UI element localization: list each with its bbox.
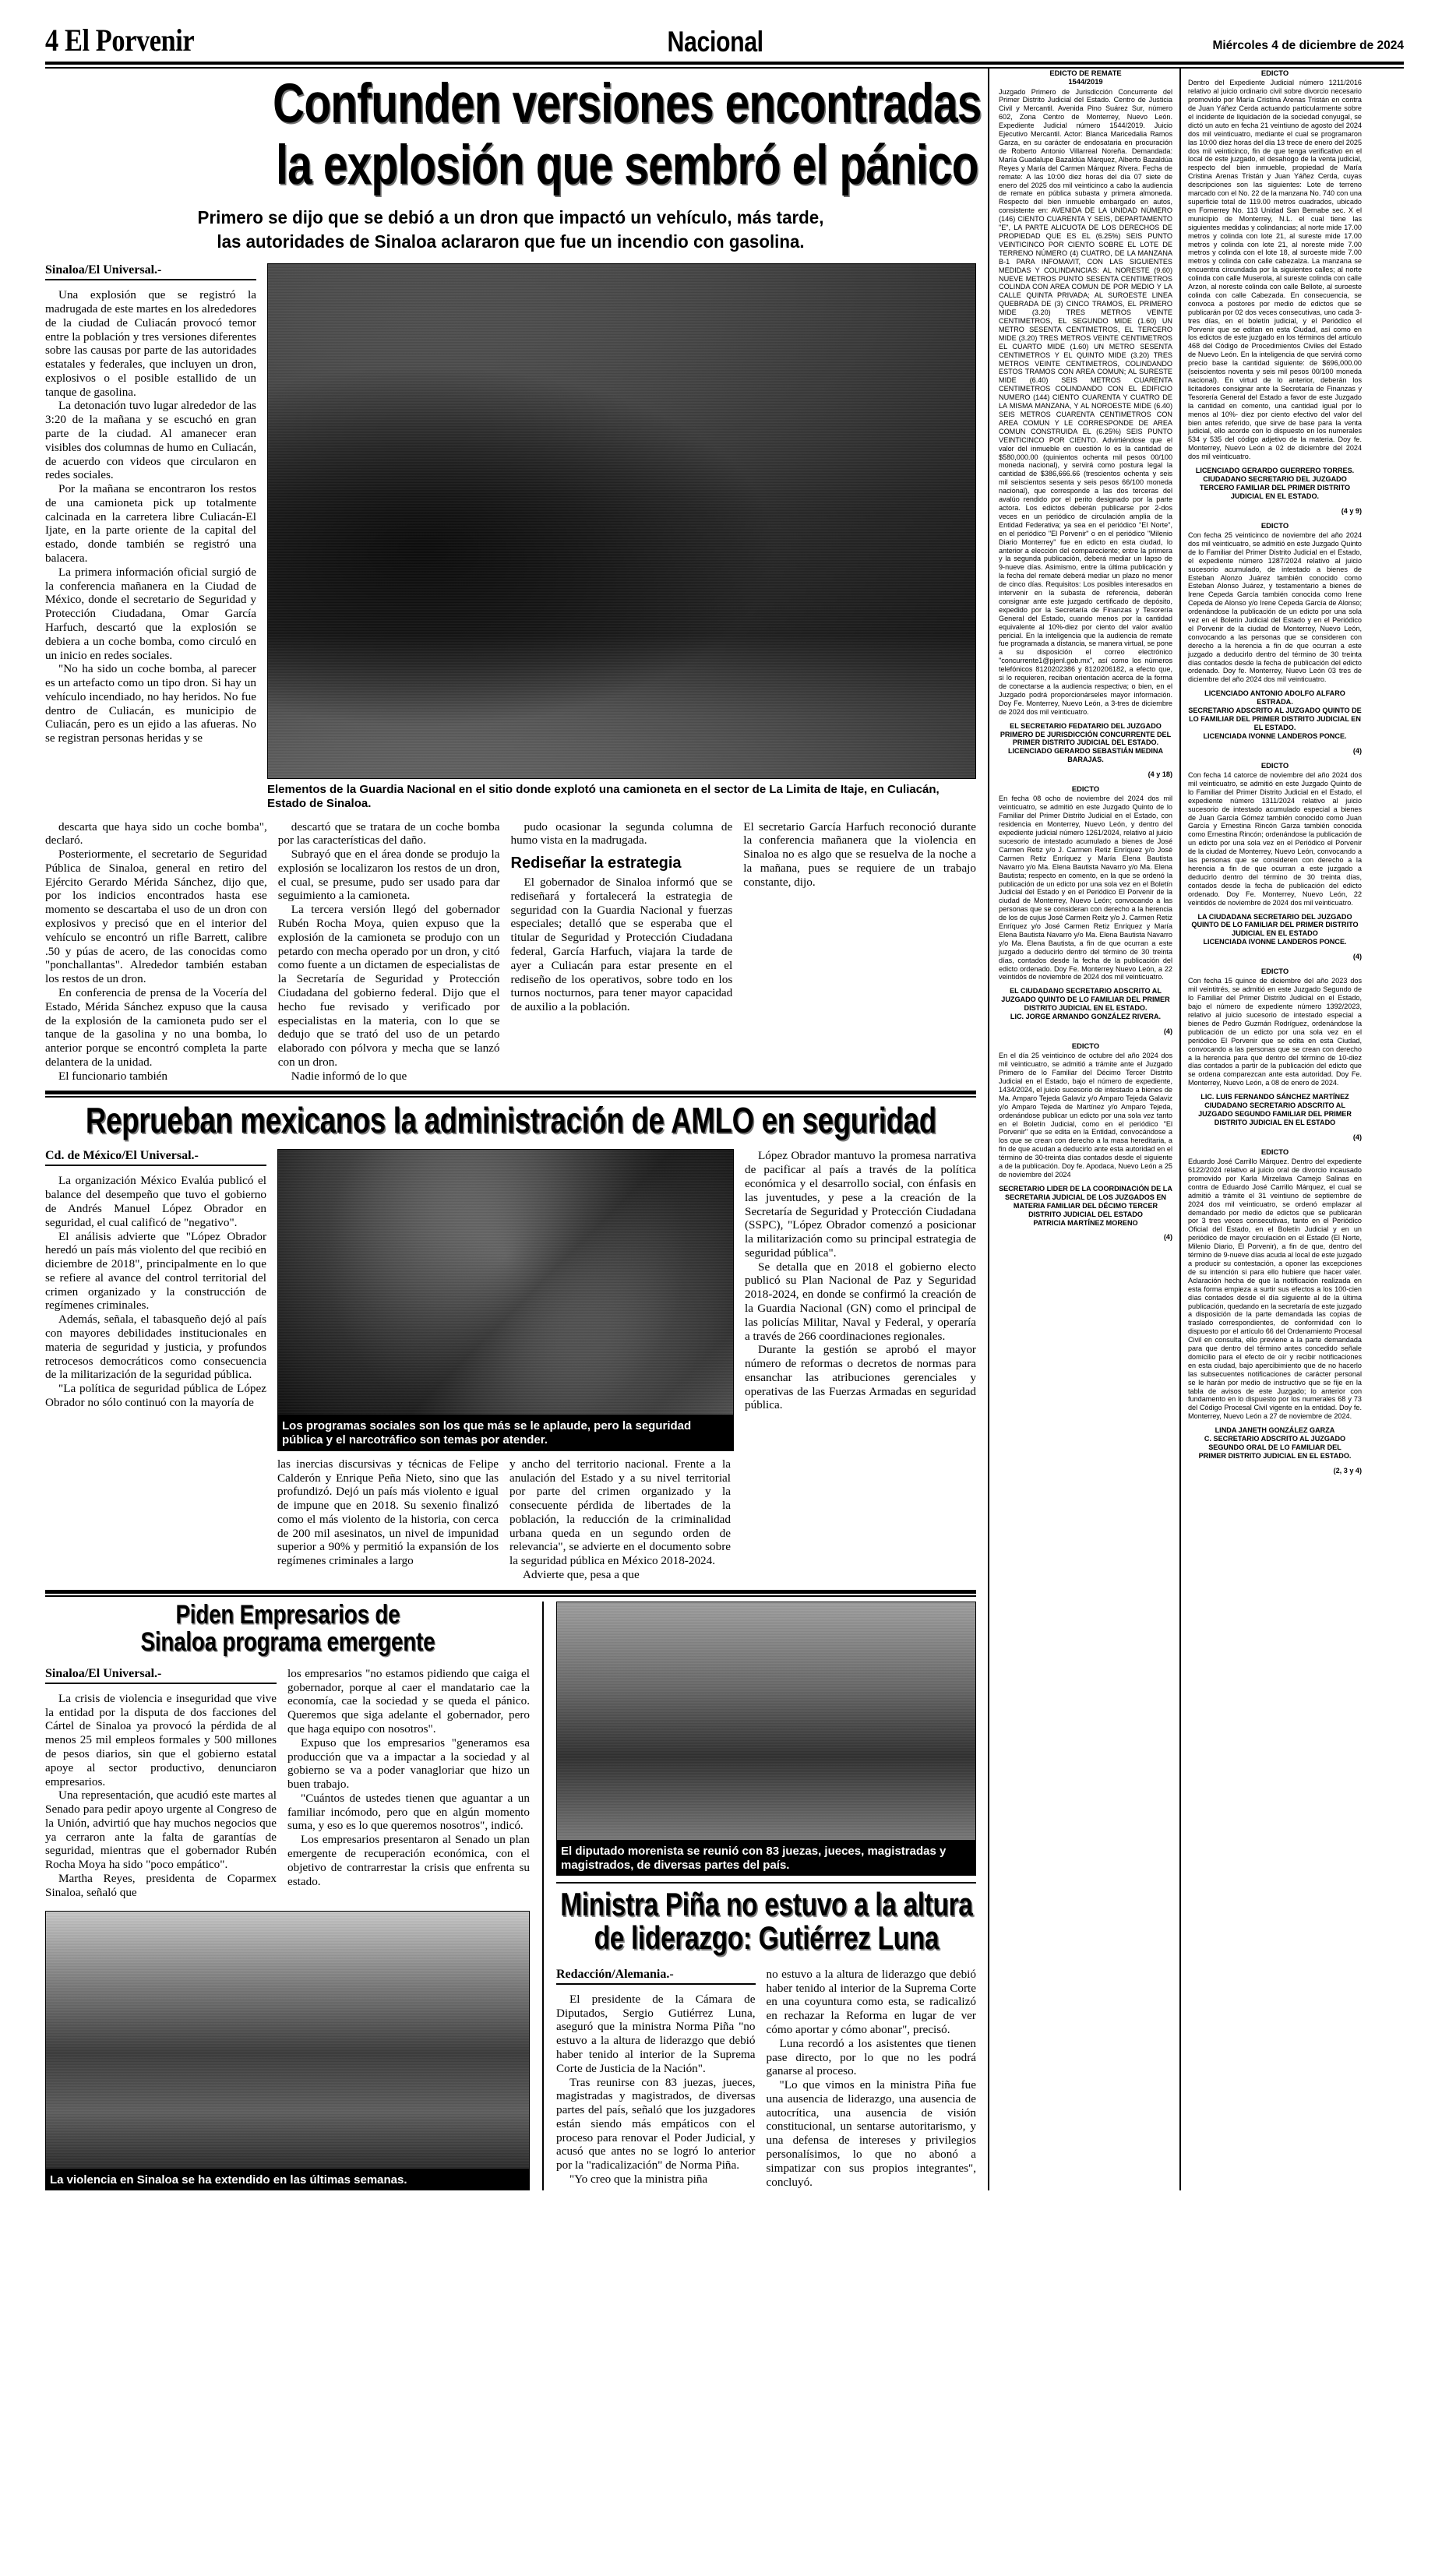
legal-notice-body: Con fecha 25 veinticinco de noviembre del año 2024 dos mil veinticuatro, se admitió en este Juzgado Quinto de lo Familiar del Primer Distrito Judicial en el Estado, el expediente número 1287/2024 relativo al juicio sucesorio acumulado, de intestado a bienes de Esteban Alonzo Juárez también conocido como Esteban Alonso Juárez, y testamentario a bienes de Irene Cepeda García también conocida como Irene Cepeda de Alonso y/o Irene Cepeda García de Alonso; ordenándose la publicación de un edicto por una sola vez en el Boletín Judicial del Estado y en el Periódico el Porvenir de la ciudad de Monterrey, Nuevo León, convocando a las personas que se consideren con derecho a la herencia a fin de que ocurran a este juzgado a deducirlo dentro del término de 30 treinta días contados desde la fecha de publicación del edicto ordenado. Doy fe. Monterrey, Nuevo León 03 tres de diciembre del año 2024 dos mil veinticuatro. bbox=[1188, 530, 1362, 684]
article1-c4-p2: El gobernador de Sinaloa informó que se rediseñará y fortalecerá la estrategia de seguridad con la Guardia Nacional y fuerzas especiales; detalló que se esperaba que el titular de Seguridad y Protección Ciudadana federal, García Harfuch, viajara la tarde de ayer a Culiacán para estar presente en el rediseño de los operativos, sobre todo en los turnos nocturnos, para tener mayor capacidad de auxilio a la población. bbox=[510, 876, 733, 1014]
legal-notice-signature: SECRETARIO LIDER DE LA COORDINACIÓN DE LA SECRETARIA JUDICIAL DE LOS JUZGADOS EN MATERIA FAMILIAR DEL DÉCIMO TERCER DISTRITO JUDICIAL DEL ESTADO PATRICIA MARTÍNEZ MORENO bbox=[999, 1184, 1172, 1227]
article1-c3-p3: La tercera versión llegó del gobernador Rubén Rocha Moya, quien expuso que la explosión de la camioneta se produjo con un petardo con mecha operado por un dron, y citó como fuente a un dictamen de especialistas de la Secretaría de Seguridad y Protección Ciudadana del gobierno federal. Dijo que el hecho fue revisado y verificado por especialistas en la materia, con lo que se dedujo que se trató del uso de un petardo elaborado con pólvora y mecha que se lanzó con un dron. bbox=[277, 903, 500, 1069]
legal-notice-ref: (4 y 18) bbox=[1148, 770, 1172, 779]
article4-c1-p3: "Yo creo que la ministra piña bbox=[569, 2173, 708, 2186]
legal-notice-heading: EDICTO bbox=[1260, 520, 1289, 530]
legal-notice-heading: EDICTO bbox=[1260, 1147, 1289, 1156]
article3-photo bbox=[45, 1911, 530, 2169]
masthead bbox=[0, 0, 1449, 62]
article-explosion-culiacan bbox=[45, 73, 982, 1083]
legal-notice-signature: LIC. LUIS FERNANDO SÁNCHEZ MARTÍNEZ CIUDADANO SECRETARIO ADSCRITO AL JUZGADO SEGUNDO FAMILIAR DEL PRIMER DISTRITO JUDICIAL EN EL ESTADO bbox=[1198, 1093, 1352, 1126]
article1-c1-p2: La detonación tuvo lugar alrededor de las 3:20 de la mañana y se escuchó en gran parte de la ciudad. Al amanecer eran visibles dos columnas de humo en Culiacán, de acuerdo con videos que circularon en redes sociales. bbox=[45, 399, 256, 482]
article2-headline: Reprueban mexicanos la administración de AMLO en seguridad bbox=[85, 1100, 936, 1141]
article1-c2-p1: descarta que haya sido un coche bomba", declaró. bbox=[45, 819, 267, 848]
article3-col1 bbox=[45, 1667, 287, 1900]
legal-notice-heading: EDICTO bbox=[1071, 784, 1100, 794]
legal-notice bbox=[1188, 521, 1362, 755]
article2-c1-p4: "La política de seguridad pública de López Obrador no sólo continuó con la mayoría de bbox=[45, 1382, 266, 1409]
legal-notice bbox=[999, 784, 1172, 1035]
article1-col4 bbox=[511, 820, 744, 1084]
article4-c2-p3: "Lo que vimos en la ministra Piña fue una ausencia de liderazgo, una ausencia de autocrítica, una ausencia de visión constitucional, un sentarse autoritarismo, y una defensa de intereses y privilegios personalísimos, lo que no abonó a simpatizar con sus propios integrantes", concluyó. bbox=[766, 2078, 976, 2189]
article4-headline-line2: de liderazgo: Gutiérrez Luna bbox=[594, 1919, 939, 1957]
bottom-section bbox=[45, 1599, 976, 2190]
article-ministra-pina bbox=[544, 1602, 976, 2190]
legal-notice-body: Juzgado Primero de Jurisdicción Concurrente del Primer Distrito Judicial del Estado. Centro de Justicia Civil y Mercantil. Avenida Pino Suárez Sur, número 602, Zona Centro de Monterrey, Nuevo León. Expediente Judicial número 1544/2019. Juicio Ejecutivo Mercantil. Actor: Blanca Maricedalia Ramos Garza, en su carácter de endosataria en procuración de Roberto Antonio Villarreal Noreña. Demandada: María Guadalupe Bazaldúa Márquez, Alberto Bazaldúa Reyes y María del Carmen Márquez Rivera. Fecha de remate: A las 10:00 diez horas del día 07 siete de enero del 2025 dos mil veinticinco a cabo la audiencia de remate en pública subasta y primera almoneda. Respecto del bien inmueble embargado en autos, consistente en: AVENIDA DE LA UNIDAD NÚMERO (146) CIENTO CUARENTA Y SEIS, DEPARTAMENTO "E", LA PARTE ALICUOTA DE LOS DERECHOS DE PROPIEDAD QUE ES EL (6.25%) SEIS PUNTO VEINTICINCO POR CIENTO SOBRE EL LOTE DE TERRENO NÚMERO (4) CUATRO, DE LA MANZANA B-1 PARA INFOMAVIT, CON LAS SIGUIENTES MEDIDAS Y COLINDANCIAS: AL NORESTE (9.60) NUEVE METROS PUNTO SESENTA CENTIMETROS COLINDA CON AREA COMUN DE POR MEDIO Y LA CALLE QUINTA PRIVADA; AL SUROESTE LINEA QUEBRADA DE (3) CINCO TRAMOS, EL PRIMERO MIDE (3.20) TRES METROS VEINTE CENTIMETROS, EL SEGUNDO MIDE (1.60) UN METRO SESENTA CENTIMETROS, EL TERCERO MIDE (3.20) TRES METROS VEINTE CENTIMETROS EL CUARTO MIDE (1.60) UN METRO SESENTA CENTIMETROS Y EL QUINTO MIDE (3.20) TRES METROS VEINTE CENTIMETROS, COLINDANDO ESTOS TRAMOS CON AREA COMUN; AL SURESTE MIDE (6.40) SEIS METROS CUARENTA CENTIMETROS COLINDANDO CON EL EDIFICIO NUMERO (144) CIENTO CUARENTA Y CUATRO DE LA MISMA MANZANA, Y AL NOROESTE MIDE (6.40) SEIS METROS CUARENTA CENTIMETROS CON AREA COMUN Y LE CORRESPONDE DE AREA COMUN CONSTRUIDA EL (6.25%) SEIS PUNTO VEINTICINCO POR CIENTO. Advirtiéndose que el valor del inmueble en cuestión lo es la cantidad de $580,000.00 (quinientos ochenta mil pesos 00/100 moneda nacional), y servirá como postura legal la cantidad de $386,666.66 (trescientos ochenta y seis mil seiscientos sesenta y seis pesos 66/100 moneda nacional), que corresponde a las dos terceras del avalúo rendido por el perito designado por la parte actora. Los edictos deberán publicarse por 2-dos veces en un periódico de circulación amplia de la Entidad Federativa; ya sea en el periódico "El Norte", en el periódico "El Porvenir" o en el periódico "Milenio Diario Monterrey" fue en edicto en esta ciudad, lo anterior a elección del compareciente; entre la primera y la segunda publicación, deberá mediar un lapso de 9-nueve días. Asimismo, entre la última publicación y la fecha del remate deberá mediar un plazo no menor de cinco días. Requisitos: Los posibles interesados en intervenir en la subasta de referencia, deberán consignar ante este juzgado certificado de depósito, expedido por la Secretaría de Finanzas y Tesorería General del Estado, cuando menos por la cantidad equivalente al 10%-diez por ciento del valor avalúo pericial. En la inteligencia que la audiencia de remate fue programada a distancia, se manera virtual, se pone a su disposición el correo electrónico "concurrente1@pjenl.gob.mx", así como los números telefónicos 8120202386 y 8120206182, a efecto que, si lo requieren, reciban orientación acerca de la forma de conectarse a la audiencia respectiva; o bien, en el Juzgado podrá proporcionárseles mayor información. Doy Fe. Monterrey, Nuevo León, a 3-tres de diciembre de 2024 dos mil veinticuatro. bbox=[999, 87, 1172, 716]
article2-top-rule bbox=[45, 1091, 976, 1098]
legal-notices-column-left bbox=[999, 69, 1172, 2190]
article4-headline-line1: Ministra Piña no estuvo a la altura bbox=[559, 1886, 973, 1923]
article3-c1-p1: La crisis de violencia e inseguridad que vive la entidad por la disputa de dos facciones del Cártel de Sinaloa ya provocó la pérdida de al menos 25 mil empleos formales y 500 millones de pesos diarios, sin que el gobierno estatal apoye al sector productivo, denunciaron empresarios. bbox=[45, 1691, 277, 1788]
article4-c1-p2: Tras reunirse con 83 juezas, jueces, magistradas y magistrados, de diversas partes del país, señaló que los juzgadores están siendo más empáticos con el proceso para renovar el Poder Judicial, y acusó que antes no se logró lo anterior por la "radicalización" de Norma Piña. bbox=[556, 2075, 756, 2173]
article1-c3-p1: descartó que se tratara de un coche bomba por las características del daño. bbox=[277, 819, 500, 848]
article1-deck-line1: Primero se dijo que se debió a un dron que impactó un vehículo, más tarde, bbox=[197, 206, 824, 227]
page-body bbox=[0, 69, 1449, 2190]
article3-top-rule bbox=[45, 1590, 976, 1597]
legal-notice bbox=[1188, 1147, 1362, 1475]
article3-c1-p2: Una representación, que acudió este martes al Senado para pedir apoyo urgente al Congreso de la Unión, advirtió que hay muchos negocios que ya cerraron ante la falta de garantías de seguridad, mientras que el gobernador Rubén Rocha Moya ha sido "poco empático". bbox=[45, 1788, 277, 1872]
article4-photo bbox=[556, 1602, 976, 1841]
article1-c1-p4: La primera información oficial surgió de la conferencia mañanera en la Ciudad de México, donde el secretario de Seguridad y Protección Ciudadana, Omar García Harfuch, descartó que la explosión se debiera a un coche bomba, como circuló en un inicio en redes sociales. bbox=[45, 565, 256, 662]
legal-notice-signature: LINDA JANETH GONZÁLEZ GARZA C. SECRETARIO ADSCRITO AL JUZGADO SEGUNDO ORAL DE LO FAMILIAR DEL PRIMER DISTRITO JUDICIAL EN EL ESTADO. bbox=[1198, 1426, 1352, 1460]
editorial-column bbox=[45, 69, 982, 2190]
article3-headline-line2: Sinaloa programa emergente bbox=[140, 1626, 435, 1657]
article3-col2 bbox=[287, 1667, 530, 1900]
article1-c3-p2: Subrayó que en el área donde se produjo la explosión se localizaron los restos de un dron, el cual, se presume, pudo ser usado para dar seguimiento a la camioneta. bbox=[277, 848, 500, 903]
article3-c2-p2: Expuso que los empresarios "generamos esa producción que va a impactar a la sociedad y al gobierno se va a poder vanagloriar que hizo un buen trabajo. bbox=[287, 1736, 530, 1792]
legal-notice-heading: EDICTO bbox=[1071, 1041, 1100, 1050]
legal-notice-signature: LICENCIADO GERARDO GUERRERO TORRES. CIUDADANO SECRETARIO DEL JUZGADO TERCERO FAMILIAR DEL PRIMER DISTRITO JUDICIAL EN EL ESTADO. bbox=[1195, 467, 1355, 500]
legal-notice-ref: (2, 3 y 4) bbox=[1333, 1466, 1362, 1475]
legal-notice-heading: EDICTO bbox=[1260, 967, 1289, 976]
article3-headline-line1: Piden Empresarios de bbox=[175, 1599, 400, 1630]
masthead-divider bbox=[45, 62, 1404, 69]
legal-notice-body: Con fecha 15 quince de diciembre del año 2023 dos mil veintitrés, se admitió en este Juzgado Segundo de lo Familiar del Primer Distrito Judicial en el Estado, bajo el número de expediente número 1392/2023, relativo al juicio sucesorio de intestado especial a bienes de Pedro Guzmán Rodríguez, ordenándose la publicación de un edicto por una sola vez en el periódico El Porvenir que se edita en esta Ciudad, convocando a las personas que se crean con derecho a la herencia para que dentro del término de 10-diez días contados a partir de la publicación del edicto que se ordena comparezcan ante esta autoridad. Doy Fe. Monterrey, Nuevo León, a 08 de enero de 2024. bbox=[1188, 977, 1362, 1087]
article1-col5 bbox=[743, 820, 976, 1084]
legal-notice-ref: (4) bbox=[1352, 1133, 1362, 1141]
article-amlo-seguridad bbox=[45, 1102, 976, 1581]
article1-c1-p3: Por la mañana se encontraron los restos de una camioneta pick up totalmente calcinada en la carretera libre Culiacán-El Ijate, en la parte oriente de la capital del estado, donde también se registró una balacera. bbox=[45, 482, 256, 566]
legal-notice bbox=[1188, 69, 1362, 515]
article2-c1-p2: El análisis advierte que "López Obrador heredó un país más violento del que recibió en diciembre de 2018", principalmente en lo que se refiere al avance del control territorial del crimen organizado y la construcción de regímenes criminales. bbox=[45, 1229, 266, 1313]
article2-c3-p2: Advierte que, pesa a que bbox=[523, 1568, 640, 1582]
article4-c1-p1: El presidente de la Cámara de Diputados, Sergio Gutiérrez Luna, aseguró que la ministra Norma Piña "no estuvo a la altura de liderazgo que debió haber tenido al interior de la Suprema Corte de Justicia de la Nación". bbox=[556, 1992, 756, 2075]
legal-notice-body: Dentro del Expediente Judicial número 1211/2016 relativo al juicio ordinario civil sobre divorcio necesario promovido por María Cristina Arenas Tristán en contra de Juan Yáñez Cerda actuando particularmente sobre el incidente de liquidación de la sociedad conyugal, se dictó un auto en fecha 21 veintiuno de agosto del 2024 dos mil veinticuatro, mediante el cual se programaron las 10:00 diez horas del día 13 trece de enero del 2025 dos mil veinticinco, fin de que tenga verificativo en el local de este juzgado, el desahogo de la venta judicial, respecto del bien inmueble, propiedad de María Cristina Arenas Tristán y Juan Yáñez Cerda, cuyas descripciones son las siguientes: Lote de terreno marcado con el No. 22 de la manzana No. 740 con una superficie total de 119.00 metros cuadrados, ubicado en Fomerrey No. 113 Unidad San Bernabe sec. X el municipio de Monterrey, N.L. el cual tiene las siguientes medidas y colindancias; al norte mide 17.00 metros y colinda con lote 21, al sureste mide 17.00 metros y colinda con lote 21, al noreste mide 7.00 metros y colinda con el lote 18, al suroeste mide 7.00 metros y colinda con calle cabezalza. La manzana se encuentra circundada por la siguientes calles; al norte colinda con calle Muserola, al sureste colinda con calle Arzon, al noreste colinda con calle Bellote, al suroeste colinda con calle Cabezada. En consecuencia, se convoca a postores por medio de edictos que se publicarán por 02 dos veces consecutivas, uno cada 3- tres días, en el boletín judicial, y el Periódico el Porvenir que se editan en esta Ciudad, así como en los edictos de este juzgado en los términos del artículo 468 del Código de Procedimientos Civiles del Estado de Nuevo León. En la inteligencia de que servirá como precio base la cantidad siguiente: de $696,000.00 (seiscientos noventa y seis mil pesos 00/100 moneda nacional). En virtud de lo anterior, deberán los licitadores consignar ante la Secretaría de Finanzas y Tesorería General del Estado a favor de este Juzgado la cantidad en comento, una cantidad igual por lo menos al 10%- diez por ciento efectivo del valor del bien antes referido, que sirve de base para la venta judicial, ello acorde con lo dispuesto en los numerales 534 y 535 del código adjetivo de la materia. Doy fe. Monterrey, Nuevo León a 02 de diciembre del 2024 dos mil veinticuatro. bbox=[1188, 79, 1362, 461]
article1-c4-p1: pudo ocasionar la segunda columna de humo vista en la madrugada. bbox=[510, 819, 733, 848]
article2-c3-p1: y ancho del territorio nacional. Frente a la anulación del Estado y a su nivel territorial por parte del crimen organizado y la consecuente pérdida de libertades de la población, la reducción de la criminalidad urbana queda en un segundo orden de relevancia", se advierte en el documento sobre la seguridad pública en México 2018-2024. bbox=[509, 1457, 731, 1568]
article2-c4-p1: López Obrador mantuvo la promesa narrativa de pacificar al país a través de la política económica y el desarrollo social, con énfasis en las juventudes, y pese a la creación de la Secretaría de Seguridad y Protección Ciudadana (SSPC), "López Obrador comenzó a posicionar la militarización como su principal estrategia de seguridad pública". bbox=[745, 1149, 976, 1260]
legal-notice-signature: LA CIUDADANA SECRETARIO DEL JUZGADO QUINTO DE LO FAMILIAR DEL PRIMER DISTRITO JUDICIAL EN EL ESTADO LICENCIADA IVONNE LANDEROS PONCE. bbox=[1191, 912, 1359, 946]
article2-c4-p2: Se detalla que en 2018 el gobierno electo publicó su Plan Nacional de Paz y Seguridad 2018-2024, en donde se confirmó la creación de la Guardia Nacional (GN) como el principal de las policías Militar, Naval y Federal, y operaría a través de 266 coordinaciones regionales. bbox=[745, 1260, 976, 1343]
legal-notice-ref: (4) bbox=[1352, 953, 1362, 961]
article1-headline-line1: Confunden versiones encontradas bbox=[273, 73, 982, 135]
legal-notice-body: En el día 25 veinticinco de octubre del año 2024 dos mil veinticuatro, se admitió a trámite ante el Juzgado Primero de lo Familiar del Décimo Tercer Distrito Judicial en el Estado, bajo el número de expediente, 1434/2024, el juicio sucesorio de intestado a bienes de Ma. Amparo Tejeda Galaviz y/o Amparo Tejeda Galaviz y/o Amparo Tejeda de Martínez y/o Amparo Tejeda, ordenándose publicar un edicto por una sola vez tanto en el Boletín Judicial, como en el periódico "El Porvenir" que se edita en la Entidad, convocándose a los que se crean con derecho a la masa hereditaria, a fin de que acudan a deducirlo ante esta autoridad en el término de 30-treinta días contados desde el siguiente a de la publicación. Doy fe. Apodaca, Nuevo León a 25 de noviembre del 2024 bbox=[999, 1052, 1172, 1179]
section-title: Nacional bbox=[667, 26, 763, 58]
article1-photo-caption: Elementos de la Guardia Nacional en el sitio donde explotó una camioneta en el sector de La Limita de Itaje, en Culiacán, Estado de Sinaloa. bbox=[267, 783, 940, 810]
legal-notice-body: En fecha 08 ocho de noviembre del 2024 dos mil veinticuatro, se admitió en este Juzgado Quinto de lo Familiar del Primer Distrito Judicial en el Estado, con residencia en Monterrey, Nuevo León, y dentro del expediente judicial número 1261/2024, relativo al juicio sucesorio de intestado acumulado a bienes de José Carmen Retiz y/o J. Carmen Retiz Enríquez y/o José Carmen Retiz Enríquez y María Elena Bautista Navarro y/o Ma. Elena Bautista Navarro y/o Ma. Elena Bautista; respecto en comento, en la que se ordenó la publicación de un edicto por una sola vez en el Boletín Judicial del Estado y en el Periódico El Porvenir de la ciudad de Monterrey, Nuevo León; convocando a las personas que se consideran con derecho a la herencia de los de cujus José Carmen Reitz y/o J. Carmen Retiz Enríquez y/o José Carmen Retiz Enríquez y María Elena Bautista Navarro y/o Ma. Elena Bautista Navarro y/o Ma. Elena Bautista, a fin de que ocurran a este juzgado a deducirlo dentro del término de 30 treinta días, contados desde la fecha de la publicación del edicto ordenado. Doy Fe. Monterrey Nuevo León, a 22 veintidós de noviembre de 2024 dos mil veinticuatro. bbox=[999, 795, 1172, 981]
article1-c1-p1: Una explosión que se registró la madrugada de este martes en los alrededores de la ciudad de Culiacán provocó temor entre la población y tres versiones diferentes sobre las causas por parte de las autoridades estatales y federales, que incluyen un dron, explosivos o el posible estallido de un tanque de gasolina. bbox=[45, 288, 256, 399]
article2-photo bbox=[277, 1149, 734, 1415]
legal-notice bbox=[999, 1041, 1172, 1241]
article1-subhead: Rediseñar la estrategia bbox=[510, 855, 682, 872]
article1-c2-p2: Posteriormente, el secretario de Seguridad Pública de Sinaloa, general en retiro del Ejército Gerardo Mérida Sánchez, dijo que, por los indicios encontrados hasta ese momento se descartaba el uso de un dron con explosivos y precisó que en el interior del vehículo se encontró un rifle Barrett, calibre .50 y púas de acero, de las conocidas como "ponchallantas". Alrededor también estaban los restos de un dron. bbox=[45, 848, 267, 986]
article1-deck-line2: las autoridades de Sinaloa aclararon que fue un incendio con gasolina. bbox=[217, 231, 805, 252]
article3-c2-p3: "Cuántos de ustedes tienen que aguantar a un familiar incómodo, pero que en algún momento suma, y eso es lo que queremos nosotros", indicó. bbox=[287, 1791, 530, 1833]
article2-byline: Cd. de México/El Universal.- bbox=[45, 1149, 266, 1166]
article1-lower-columns bbox=[45, 820, 976, 1084]
legal-notice-heading: EDICTO bbox=[1260, 760, 1289, 770]
article2-photo-caption: Los programas sociales son los que más se le aplaude, pero la seguridad pública y el narcotráfico son temas por atender. bbox=[277, 1415, 734, 1450]
article2-c2-p1: las inercias discursivas y técnicas de Felipe Calderón y Enrique Peña Nieto, sino que las profundizó. Dejó un país más violento e igual de impune que en 2018. Su sexenio finalizó como el más violento de la historia, con cerca de 200 mil asesinatos, un nivel de impunidad superior a 90% y permitió la expansión de los regímenes criminales a largo bbox=[277, 1457, 499, 1568]
article3-c2-p4: Los empresarios presentaron al Senado un plan emergente de recuperación económica, con el objetivo de contrarrestar la crisis que enfrenta su estado. bbox=[287, 1833, 530, 1888]
article4-c2-p1: no estuvo a la altura de liderazgo que debió haber tenido al interior de la Suprema Corte en una coyuntura como esta, se radicalizó en rechazar la Reforma en lugar de ver cómo aportar y cómo abonar", precisó. bbox=[766, 1967, 976, 2036]
legal-notice-signature: LICENCIADO ANTONIO ADOLFO ALFARO ESTRADA. SECRETARIO ADSCRITO AL JUZGADO QUINTO DE LO FAMILIAR DEL PRIMER DISTRITO JUDICIAL EN EL ESTADO. LICENCIADA IVONNE LANDEROS PONCE. bbox=[1188, 689, 1362, 740]
legal-notice-body: Con fecha 14 catorce de noviembre del año 2024 dos mil veinticuatro, se admitió en este Juzgado Quinto de lo Familiar del Primer Distrito Judicial en el Estado, el expediente número 1311/2024 relativo al juicio sucesorio de intestado acumulado especial a bienes de Juan García Gómez también conocido como Juan García y Ernestina Rincón Garza también conocida como Ernestina Rincón; ordenándose la publicación de un edicto por una sola vez en el Periódico el Porvenir de la ciudad de Monterrey, Nuevo León, convocando a las personas que se consideren con derecho a la herencia a fin de que ocurran a este juzgado a deducirlo dentro del término de 30 treinta días, contados desde la fecha de publicación del edicto ordenado. Doy Fe. Monterrey, Nuevo León, 22 veintidós de noviembre de 2024 dos mil veinticuatro. bbox=[1188, 771, 1362, 907]
article4-byline: Redacción/Alemania.- bbox=[556, 1968, 756, 1985]
article4-col1 bbox=[556, 1968, 767, 2190]
article2-c1-p3: Además, señala, el tabasqueño dejó al país con mayores debilidades institucionales en materia de seguridad y justicia, y profundos retrocesos democráticos como consecuencia de la militarización de la seguridad pública. bbox=[45, 1313, 266, 1382]
article4-c2-p2: Luna recordó a los asistentes que tienen pase directo, por lo que no les podrá ganarse al proceso. bbox=[766, 2036, 976, 2078]
article3-photo-caption: La violencia en Sinaloa se ha extendido en las últimas semanas. bbox=[45, 2169, 530, 2191]
article1-c1-p5: "No ha sido un coche bomba, al parecer es un artefacto como un tipo dron. Si hay un vehículo incendiado, no hay heridos. No fue dentro de Culiacán, es municipio de Culiacán, pero es un ejido a las afueras. No se registran personas heridas y se bbox=[45, 662, 256, 745]
article4-col2 bbox=[767, 1968, 977, 2190]
article3-byline: Sinaloa/El Universal.- bbox=[45, 1667, 277, 1684]
legal-notice-ref: (4 y 9) bbox=[1341, 506, 1362, 515]
article-empresarios-sinaloa bbox=[45, 1599, 544, 2190]
article1-byline: Sinaloa/El Universal.- bbox=[45, 263, 256, 280]
legal-notice-body: Eduardo José Carrillo Márquez. Dentro del expediente 6122/2024 relativo al juicio oral de divorcio incausado promovido por Karla Mirzelava Camejo Salinas en contra de Eduardo José Carrillo Márquez, el cual se admitió a trámite el 31 veintiuno de septiembre de 2024 dos mil veinticuatro, se ordenó emplazar al demandado por medio de edictos que se publicarán por 3 tres veces consecutivas, tanto en el Periódico Oficial del Estado, en el Boletín Judicial y en un periódico de mayor circulación en el Estado (El Norte, Milenio Diario, El Porvenir), a fin de que, dentro del término de 9-nueve días acuda al local de este juzgado a producir su contestación, a oponer las excepciones de su intención si para ello hubiere que hacer valer. Aclaración hecha de que la notificación realizada en esta forma empieza a surtir sus efectos a los 100-cien días contados desde el día siguiente al de la última publicación, quedando en la secretaría de este juzgado a disposición de la parte demandada las copias de traslado correspondientes, de conformidad con lo dispuesto por el artículo 66 del Ordenamiento Procesal Civil en consulta, ello previene a la parte demandada para que dentro del término antes concedido señale domicilio para el efecto de oír y recibir notificaciones en esta ciudad, bajo apercibimiento que de no hacerlo las subsecuentes notificaciones de carácter personal se le harán por medio de instructivo que se fije en la tabla de avisos de este Juzgado; lo anterior con fundamento en lo dispuesto por los numerales 68 y 73 del Código Procesal Civil vigente en la entidad. Doy fe. Monterrey, Nuevo León a 27 de noviembre de 2024. bbox=[1188, 1158, 1362, 1421]
article1-c5-p1: El secretario García Harfuch reconoció durante la conferencia mañanera que la violencia en Sinaloa no es algo que se resuelva de la noche a la mañana, pues se requiere de un trabajo constante, dijo. bbox=[743, 819, 976, 889]
legal-notice-signature: EL SECRETARIO FEDATARIO DEL JUZGADO PRIMERO DE JURISDICCIÓN CONCURRENTE DEL PRIMER DISTRITO JUDICIAL DEL ESTADO. LICENCIADO GERARDO SEBASTIÁN MEDINA BARAJAS. bbox=[999, 721, 1172, 764]
article3-c2-p1: los empresarios "no estamos pidiendo que caiga el gobernador, porque al caer el mandatario cae la economía, cae la sociedad y se queda el pánico. Queremos que siga adelante el gobernador, pero que haga equipo con nosotros". bbox=[287, 1666, 530, 1736]
legal-notices-column-right bbox=[1179, 69, 1362, 2190]
legal-notice-ref: (4) bbox=[1163, 1027, 1172, 1035]
article1-c3-p4: Nadie informó de lo que bbox=[291, 1069, 407, 1083]
article1-headline-line2: la explosión que sembró el pánico bbox=[276, 135, 978, 197]
legal-notice-heading: EDICTO bbox=[1260, 69, 1289, 77]
article1-col3 bbox=[278, 820, 511, 1084]
article3-c1-p3: Martha Reyes, presidenta de Coparmex Sinaloa, señaló que bbox=[45, 1872, 277, 1899]
page-number-and-paper-name: 4 El Porvenir bbox=[45, 23, 195, 58]
article2-c1-p1: La organización México Evalúa publicó el balance del desempeño que tuvo el gobierno de Andrés Manuel López Obrador en seguridad, el cual calificó de "negativo". bbox=[45, 1174, 266, 1229]
legal-notices-section bbox=[988, 69, 1362, 2190]
legal-notice bbox=[1188, 967, 1362, 1141]
legal-notice-heading: EDICTO DE REMATE 1544/2019 bbox=[1049, 69, 1122, 86]
article1-photo bbox=[267, 263, 976, 779]
legal-notice-ref: (4) bbox=[1163, 1233, 1172, 1242]
article2-c4-p3: Durante la gestión se aprobó el mayor número de reformas o decretos de normas para ensanchar las atribuciones gerenciales y operativas de las Fuerzas Armadas en seguridad pública. bbox=[745, 1343, 976, 1412]
publication-date: Miércoles 4 de diciembre de 2024 bbox=[1212, 39, 1404, 52]
legal-notice-signature: EL CIUDADANO SECRETARIO ADSCRITO AL JUZGADO QUINTO DE LO FAMILIAR DEL PRIMER DISTRITO JUDICIAL EN EL ESTADO. LIC. JORGE ARMANDO GONZÁLEZ RIVERA. bbox=[1001, 987, 1170, 1021]
article1-c2-p3: En conferencia de prensa de la Vocería del Estado, Mérida Sánchez expuso que la causa de la explosión de la camioneta pudo ser el tanque de la gasolina y no una bomba, lo anterior porque se encontró completa la parte delantera de la unidad. bbox=[45, 985, 267, 1069]
legal-notice-ref: (4) bbox=[1352, 746, 1362, 755]
article1-c2-p4: El funcionario también bbox=[58, 1069, 168, 1083]
article4-photo-caption: El diputado morenista se reunió con 83 juezas, jueces, magistradas y magistrados, de diversas partes del país. bbox=[556, 1841, 976, 1876]
legal-notice bbox=[1188, 761, 1362, 960]
article1-col2 bbox=[45, 820, 278, 1084]
